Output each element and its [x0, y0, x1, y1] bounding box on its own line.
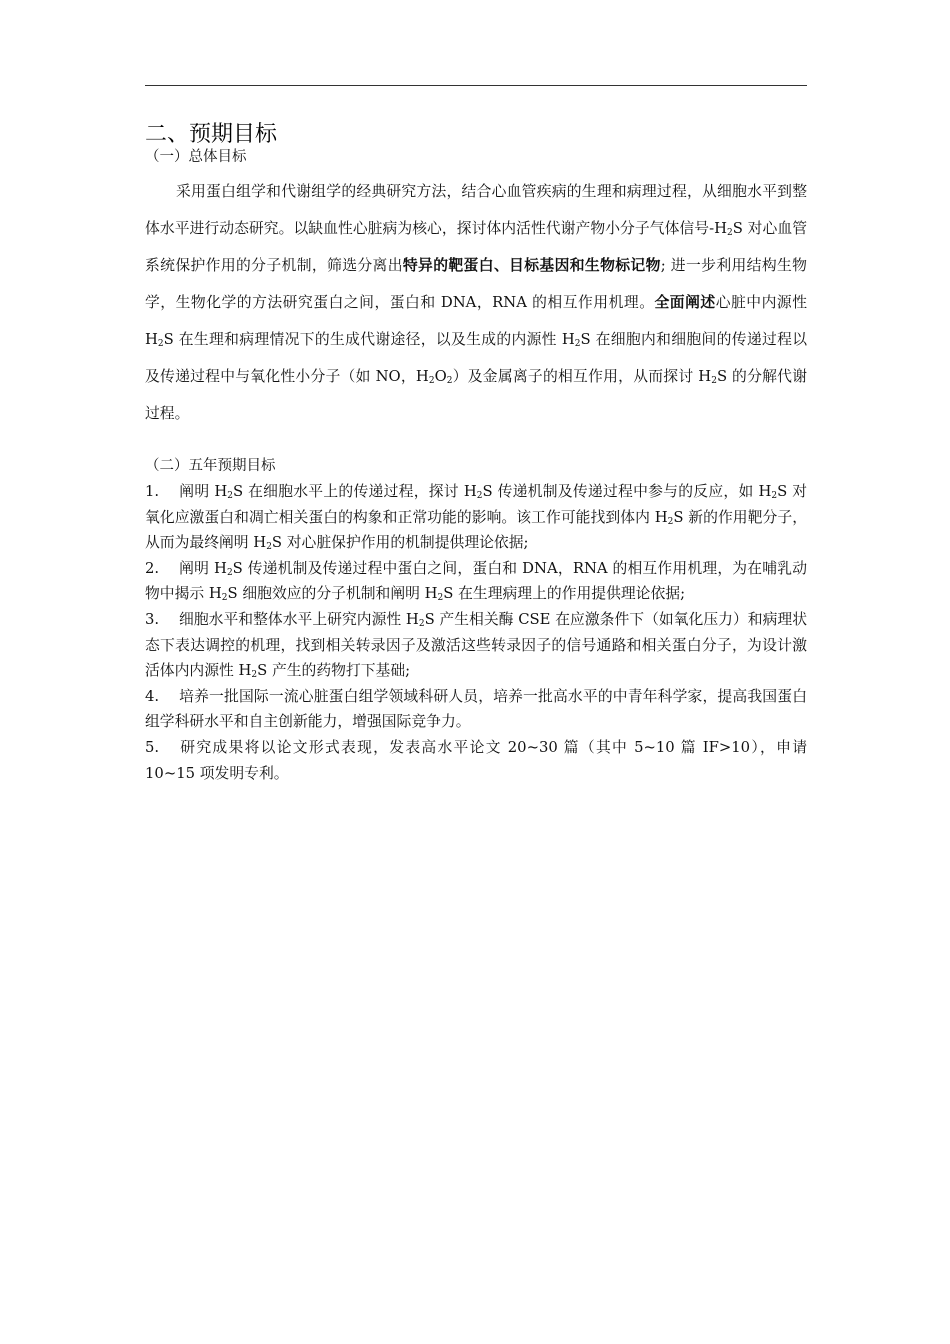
list-item: 1. 阐明 $H_2S$ 在细胞水平上的传递过程，探讨 $H_2S$ 传递机制及传递过程中参与的反应，如 $H_2S$ 对氧化应激蛋白和凋亡相关蛋白的构象和正常功能的影响。该工作可能找到体内 $H_2S$ 新的作用靶分子，从而为最终阐明 $H_2S$ 对心脏保护作用的机制提供理论依据;: [145, 483, 808, 553]
list-item: 4. 培养一批国际一流心脏蛋白组学领域科研人员，培养一批高水平的中青年科学家，提高我国蛋白组学科研水平和自主创新能力，增强国际竞争力。: [145, 687, 807, 731]
five-year-goal-heading: （二）五年预期目标: [145, 458, 276, 474]
five-year-goal-list: [145, 479, 807, 786]
bold-emphasis: 特异的靶蛋白、目标基因和生物标记物: [402, 257, 661, 274]
list-item: 5. 研究成果将以论文形式表现，发表高水平论文 20~30 篇（其中 5~10 篇 IF>10），申请 10~15 项发明专利。: [145, 738, 807, 782]
list-item: 3. 细胞水平和整体水平上研究内源性 $H_2S$ 产生相关酶 CSE 在应激条件下（如氧化压力）和病理状态下表达调控的机理，找到相关转录因子及激活这些转录因子的信号通路和相关蛋白分子，为设计激活体内内源性 $H_2S$ 产生的药物打下基础;: [145, 610, 808, 681]
header-rule: [145, 85, 807, 86]
overall-goal-heading: （一）总体目标: [145, 149, 247, 165]
overall-goal-paragraph: 采用蛋白组学和代谢组学的经典研究方法，结合心血管疾病的生理和病理过程，从细胞水平到整体水平进行动态研究。以缺血性心脏病为核心，探讨体内活性代谢产物小分子气体信号$-H_2S$ 对心血管系统保护作用的分子机制，筛选分离出特异的靶蛋白、目标基因和生物标记物; 进一步利用结构生物学，生物化学的方法研究蛋白之间，蛋白和 DNA，RNA 的相互作用机理。全面阐述心脏中内源性 $H_2S$ 在生理和病理情况下的生成代谢途径，以及生成的内源性 $H_2S$ 在细胞内和细胞间的传递过程以及传递过程中与氧化性小分子（如 NO，$H_2O_2$）及金属离子的相互作用，从而探讨 $H_2S$ 的分解代谢过程。: [145, 183, 808, 422]
section-heading: 二、预期目标: [145, 122, 278, 147]
bold-emphasis: 全面阐述: [654, 294, 716, 311]
list-item: 2. 阐明 $H_2S$ 传递机制及传递过程中蛋白之间，蛋白和 DNA，RNA 的相互作用机理，为在哺乳动物中揭示 $H_2S$ 细胞效应的分子机制和阐明 $H_2S$ 在生理病理上的作用提供理论依据;: [145, 559, 808, 604]
